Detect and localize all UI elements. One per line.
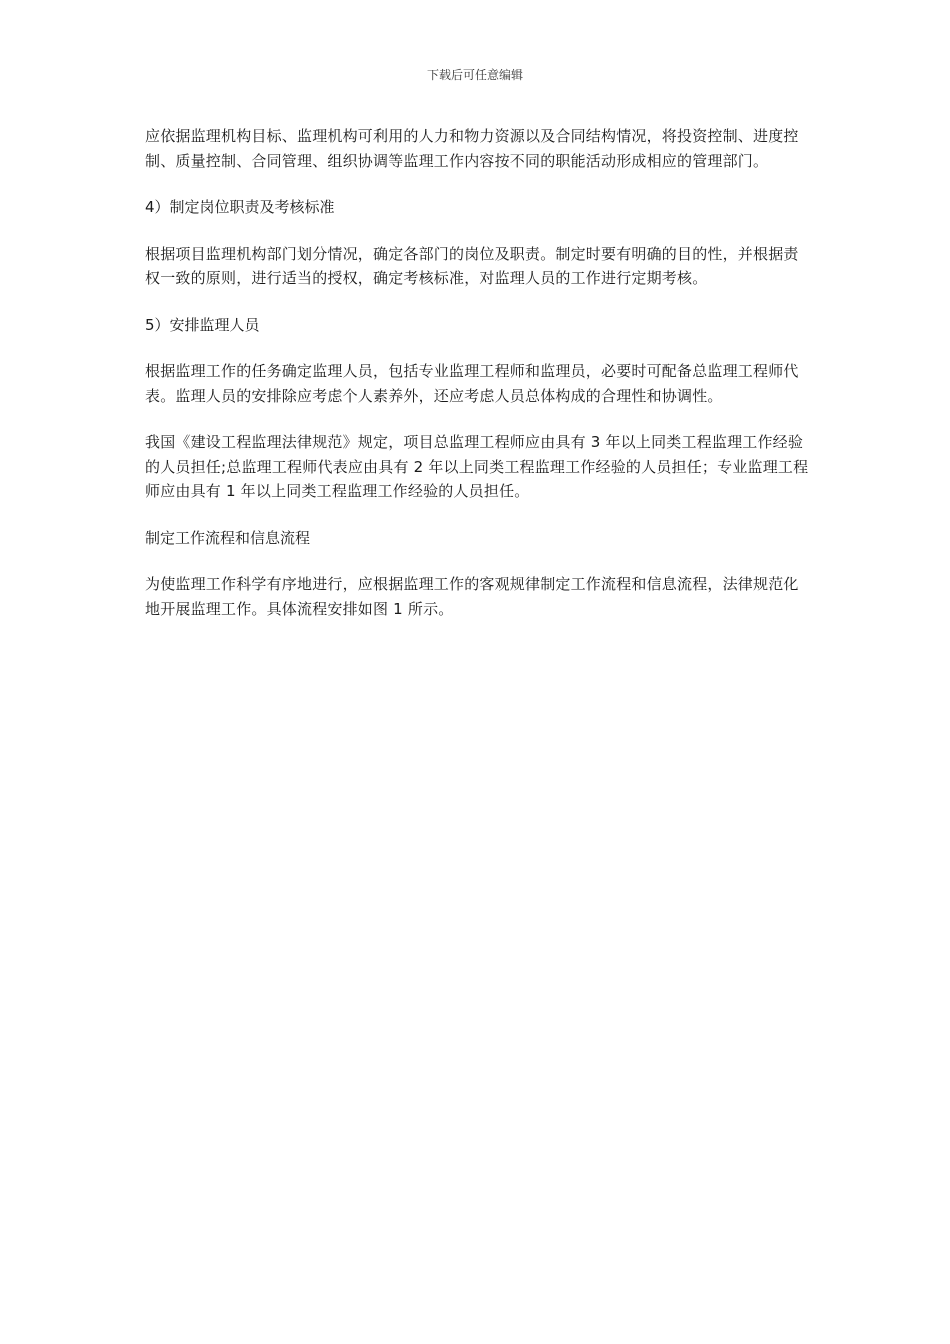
paragraph-regulation: 我国《建设工程监理法律规范》规定，项目总监理工程师应由具有 3 年以上同类工程监理工作经验的人员担任;总监理工程师代表应由具有 2 年以上同类工程监理工作经验的人员担任；专业监理工程师应由具有 1 年以上同类工程监理工作经验的人员担任。 [145,433,809,500]
section-heading-4: 4）制定岗位职责及考核标准 [145,198,335,216]
paragraph-duties: 根据项目监理机构部门划分情况，确定各部门的岗位及职责。制定时要有明确的目的性，并根据责权一致的原则，进行适当的授权，确定考核标准，对监理人员的工作进行定期考核。 [145,244,799,287]
paragraph-workflow: 为使监理工作科学有序地进行，应根据监理工作的客观规律制定工作流程和信息流程，法律规范化地开展监理工作。具体流程安排如图 1 所示。 [145,575,799,618]
document-body [145,124,810,643]
section-heading-workflow: 制定工作流程和信息流程 [145,528,311,547]
paragraph-staffing: 根据监理工作的任务确定监理人员，包括专业监理工程师和监理员，必要时可配备总监理工程师代表。监理人员的安排除应考虑个人素养外，还应考虑人员总体构成的合理性和协调性。 [145,362,799,405]
paragraph-org-structure: 应依据监理机构目标、监理机构可利用的人力和物力资源以及合同结构情况，将投资控制、进度控制、质量控制、合同管理、组织协调等监理工作内容按不同的职能活动形成相应的管理部门。 [145,127,799,170]
section-heading-5: 5）安排监理人员 [145,315,260,334]
header-note: 下载后可任意编辑 [426,68,523,82]
